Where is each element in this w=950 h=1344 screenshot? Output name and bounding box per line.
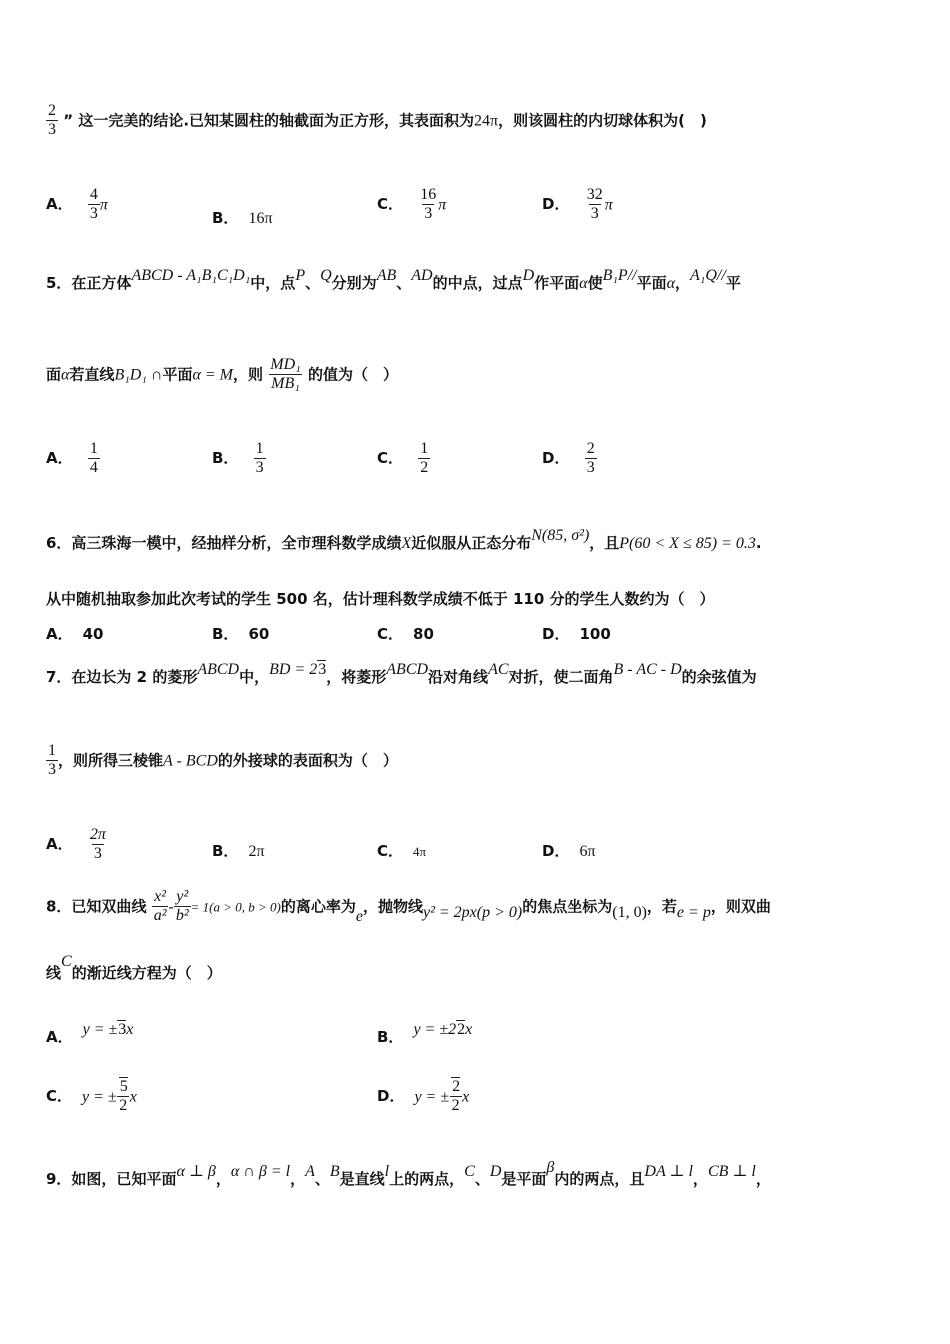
q4-lead-fraction: $\frac{2}{3}$ xyxy=(48,102,56,139)
q4-option-b[interactable]: B． 16π xyxy=(212,209,273,227)
q7-option-a[interactable]: A． $\frac{2\pi}{3}$ xyxy=(46,826,106,863)
q8-option-a[interactable]: A． y = ±3x xyxy=(46,1021,134,1046)
q5-stem-line1: 5．在正方体ABCD - A₁B₁C₁D₁中，点P、Q分别为AB、AD的中点，过点D作平面α使B₁P//平面α，A₁Q//平 xyxy=(46,267,741,292)
q7-option-d[interactable]: D． 6π xyxy=(542,842,596,860)
q5-option-a[interactable]: A． $\frac{1}{4}$ xyxy=(46,440,98,477)
q6-stem-line1: 6．高三珠海一模中，经抽样分析，全市理科数学成绩X近似服从正态分布N(85, σ²)，且P(60 < X ≤ 85) = 0.3. xyxy=(46,527,762,552)
q7-stem-line2: $\frac{1}{3}$ ，则所得三棱锥A - BCD的外接球的表面积为（ ） xyxy=(48,742,398,779)
sqrt-symbol: 3 xyxy=(318,661,327,678)
q9-stem-line1: 9．如图，已知平面α ⊥ β，α ∩ β = l，A、B是直线l上的两点，C、D是平面β内的两点，且DA ⊥ l，CB ⊥ l， xyxy=(46,1159,771,1188)
q8-option-c[interactable]: C． y = ± $\frac{5}{2}$ x xyxy=(46,1078,137,1115)
q8-stem-line1: 8．已知双曲线 $\frac{\text{x²}}{\text{a²}}$ - $\frac{\text{y²}}{\text{b²}}$ = 1(a > 0, b > 0)的离心率为e，抛物线y² = 2px(p > 0)的焦点坐标为(1, 0)，若e = p，则双曲 xyxy=(46,888,771,926)
q6-option-d[interactable]: D． 100 xyxy=(542,625,611,643)
q5-option-c[interactable]: C． $\frac{1}{2}$ xyxy=(377,440,429,477)
q4-stem: $\frac{2}{3}$ ” 这一完美的结论.已知某圆柱的轴截面为正方形，其表面积为24π，则该圆柱的内切球体积为( ) xyxy=(48,102,707,139)
q6-stem-line2: 从中随机抽取参加此次考试的学生 500 名，估计理科数学成绩不低于 110 分的学生人数约为（ ） xyxy=(46,590,715,608)
q5-ratio-fraction: $\frac{\text{MD₁}}{\text{MB₁}}$ xyxy=(270,356,301,393)
q7-option-b[interactable]: B． 2π xyxy=(212,842,265,860)
q7-option-c[interactable]: C． 4π xyxy=(377,842,427,860)
q7-cos-fraction: $\frac{1}{3}$ xyxy=(48,742,56,779)
q5-stem-line2: 面α若直线B₁D₁ ∩平面α = M，则 $\frac{\text{MD₁}}{\text{MB₁}}$ 的值为（ ） xyxy=(46,356,398,393)
q4-option-c[interactable]: C． $\frac{16}{3}$ π xyxy=(377,186,447,223)
q4-option-d[interactable]: D． $\frac{32}{3}$ π xyxy=(542,186,613,223)
q6-option-c[interactable]: C． 80 xyxy=(377,625,434,643)
q8-option-b[interactable]: B． y = ±22x xyxy=(377,1021,473,1046)
q4-option-a[interactable]: A． $\frac{4}{3}$ π xyxy=(46,186,108,223)
q8-stem-line2: 线C的渐近线方程为（ ） xyxy=(46,953,222,982)
q6-option-b[interactable]: B． 60 xyxy=(212,625,270,643)
q8-option-d[interactable]: D． y = ± $\frac{2}{2}$ x xyxy=(377,1078,470,1115)
q5-option-d[interactable]: D． $\frac{2}{3}$ xyxy=(542,440,595,477)
q5-option-b[interactable]: B． $\frac{1}{3}$ xyxy=(212,440,264,477)
q6-option-a[interactable]: A． 40 xyxy=(46,625,104,643)
q7-stem-line1: 7．在边长为 2 的菱形ABCD中，BD = 23，将菱形ABCD沿对角线AC对折，使二面角B - AC - D的余弦值为 xyxy=(46,661,757,686)
